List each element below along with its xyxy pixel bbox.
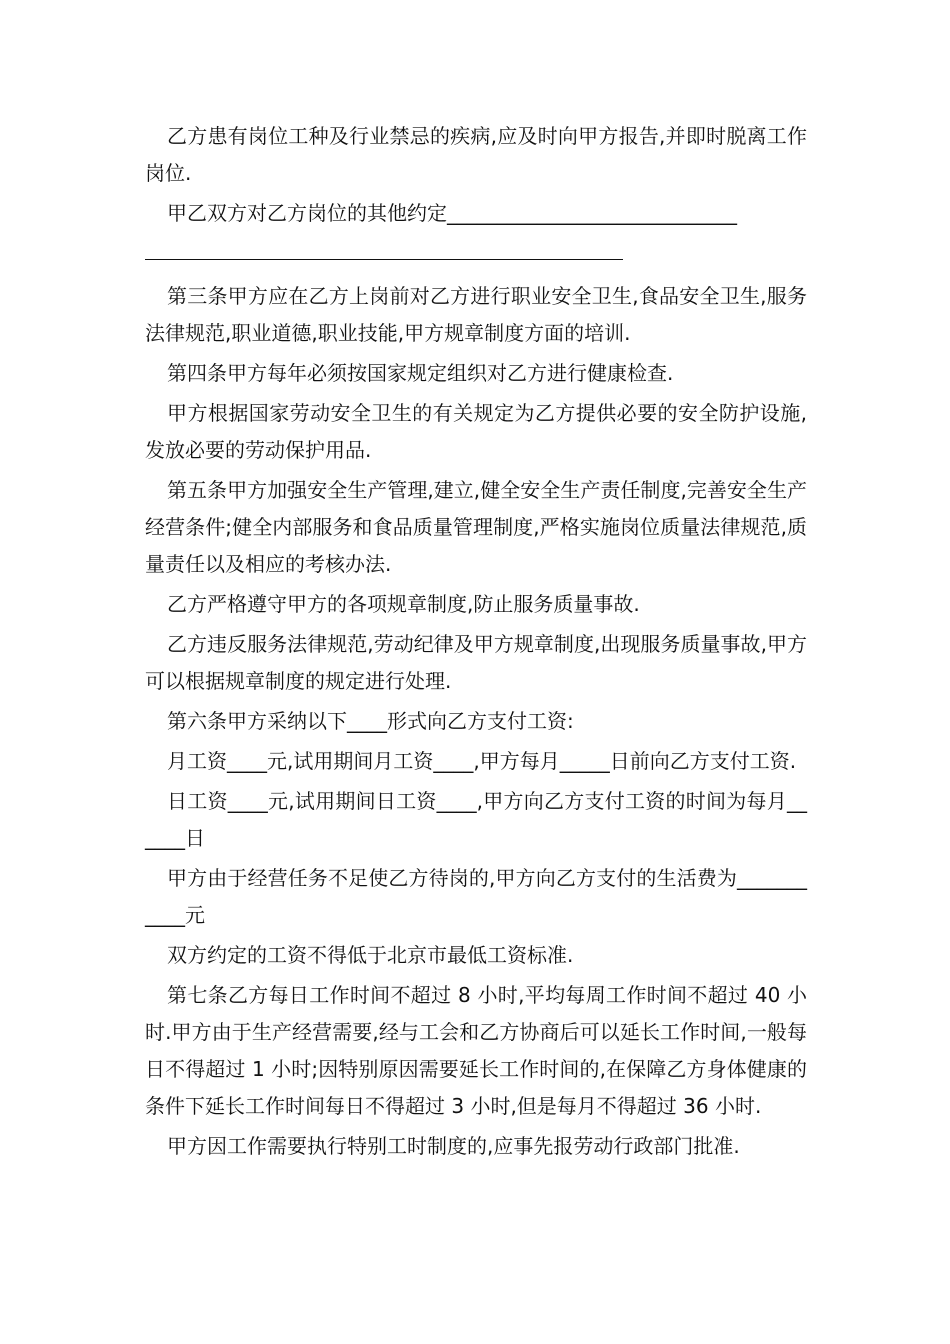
- underline-rule: [145, 235, 623, 260]
- document-page: [145, 118, 807, 1168]
- paragraph-9: 第六条甲方采纳以下____形式向乙方支付工资:: [167, 709, 574, 733]
- paragraph-5: 甲方根据国家劳动安全卫生的有关规定为乙方提供必要的安全防护设施,发放必要的劳动保护用品.: [145, 401, 807, 462]
- paragraph-14: 第七条乙方每日工作时间不超过 8 小时,平均每周工作时间不超过 40 小时.甲方由于生产经营需要,经与工会和乙方协商后可以延长工作时间,一般每日不得超过 1 小时;因特别原因需要延长工作时间的,在保障乙方身体健康的条件下延长工作时间每日不得超过 3 小时,但是每月不得超过 36 小时.: [145, 983, 807, 1118]
- paragraph-8: 乙方违反服务法律规范,劳动纪律及甲方规章制度,出现服务质量事故,甲方可以根据规章制度的规定进行处理.: [145, 632, 807, 693]
- paragraph-7: 乙方严格遵守甲方的各项规章制度,防止服务质量事故.: [167, 592, 640, 616]
- paragraph-2: 甲乙双方对乙方岗位的其他约定_____________________________: [167, 201, 737, 225]
- paragraph-4: 第四条甲方每年必须按国家规定组织对乙方进行健康检查.: [167, 361, 674, 385]
- paragraph-12: 甲方由于经营任务不足使乙方待岗的,甲方向乙方支付的生活费为___________元: [145, 866, 807, 927]
- blank-fill-line: [145, 235, 807, 275]
- paragraph-15: 甲方因工作需要执行特别工时制度的,应事先报劳动行政部门批准.: [167, 1134, 740, 1158]
- paragraph-3: 第三条甲方应在乙方上岗前对乙方进行职业安全卫生,食品安全卫生,服务法律规范,职业道德,职业技能,甲方规章制度方面的培训.: [145, 284, 807, 345]
- paragraph-1: 乙方患有岗位工种及行业禁忌的疾病,应及时向甲方报告,并即时脱离工作岗位.: [145, 124, 807, 185]
- paragraph-13: 双方约定的工资不得低于北京市最低工资标准.: [167, 943, 574, 967]
- paragraph-6: 第五条甲方加强安全生产管理,建立,健全安全生产责任制度,完善安全生产经营条件;健全内部服务和食品质量管理制度,严格实施岗位质量法律规范,质量责任以及相应的考核办法.: [145, 478, 807, 576]
- paragraph-11: 日工资____元,试用期间日工资____,甲方向乙方支付工资的时间为每月______日: [145, 789, 807, 850]
- paragraph-10: 月工资____元,试用期间月工资____,甲方每月_____日前向乙方支付工资.: [167, 749, 797, 773]
